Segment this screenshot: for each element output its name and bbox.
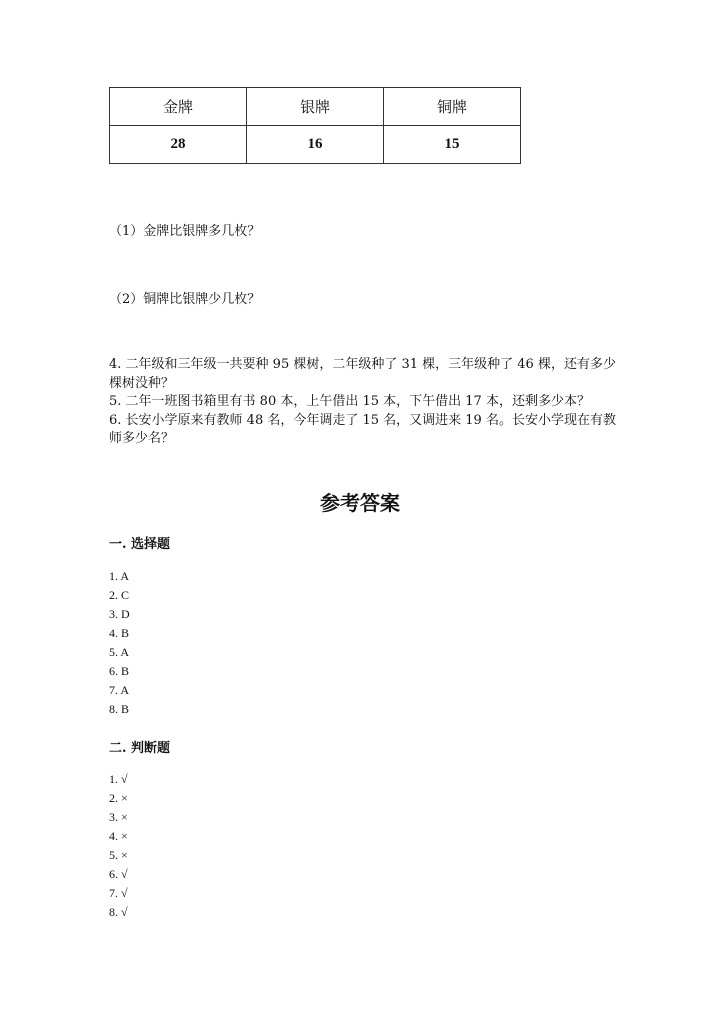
section-heading-judge: 二. 判断题 [109, 741, 171, 756]
problem-6: 6. 长安小学原来有教师 48 名，今年调走了 15 名，又调进来 19 名。长安小学现在有教师多少名？ [109, 412, 616, 446]
answer-item: 8. √ [109, 905, 128, 919]
problem-5: 5. 二年一班图书箱里有书 80 本，上午借出 15 本，下午借出 17 本，还剩多少本？ [109, 394, 590, 409]
problem-list [109, 356, 619, 449]
answer-item: 6. √ [109, 867, 128, 881]
answer-item: 7. A [109, 683, 130, 697]
answer-item: 1. A [109, 569, 130, 583]
answer-title: 参考答案 [320, 491, 400, 515]
answer-item: 1. √ [109, 772, 128, 786]
answer-item: 5. × [109, 848, 128, 862]
answer-item: 2. C [109, 588, 130, 602]
section-heading-choice: 一. 选择题 [109, 537, 171, 552]
answer-item: 7. √ [109, 886, 128, 900]
sub-question-1: （1）金牌比银牌多几枚？ [109, 224, 261, 239]
answer-item: 4. B [109, 626, 130, 640]
header-bronze: 铜牌 [384, 88, 521, 126]
answer-list-choice [109, 567, 130, 719]
answer-item: 3. × [109, 810, 128, 824]
table-header-row [110, 88, 521, 126]
answer-item: 4. × [109, 829, 128, 843]
header-gold: 金牌 [110, 88, 247, 126]
problem-4: 4. 二年级和三年级一共要种 95 棵树，二年级种了 31 棵，三年级种了 46 棵，还有多少棵树没种？ [109, 357, 616, 391]
answer-item: 3. D [109, 607, 130, 621]
answer-item: 5. A [109, 645, 130, 659]
value-silver: 16 [247, 126, 384, 164]
answer-item: 2. × [109, 791, 128, 805]
medal-table [109, 87, 521, 164]
header-silver: 银牌 [247, 88, 384, 126]
answer-list-judge [109, 770, 128, 922]
sub-question-2: （2）铜牌比银牌少几枚？ [109, 292, 261, 307]
answer-item: 6. B [109, 664, 130, 678]
table-value-row [110, 126, 521, 164]
value-gold: 28 [110, 126, 247, 164]
value-bronze: 15 [384, 126, 521, 164]
answer-item: 8. B [109, 702, 130, 716]
